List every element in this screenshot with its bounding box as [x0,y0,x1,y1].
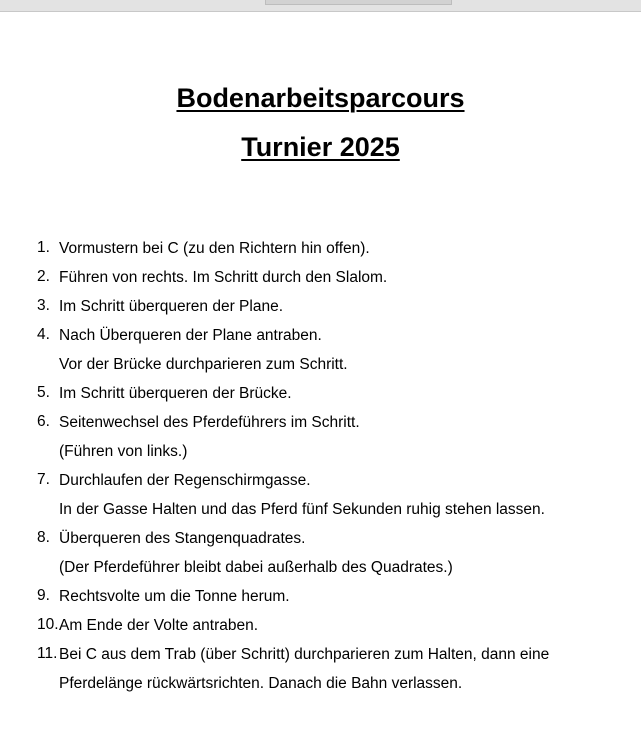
list-item [37,268,627,297]
list-item-line: (Führen von links.) [59,443,188,460]
list-item-line: Im Schritt überqueren der Plane. [59,298,284,315]
list-item-text [59,529,627,587]
document-page [0,12,641,733]
list-item-number: 6. [37,413,50,430]
list-item-text [59,384,627,413]
list-item-number: 1. [37,239,50,256]
list-item-text [59,587,627,616]
list-item [37,529,627,587]
list-item-text [59,326,627,384]
list-item [37,413,627,471]
list-item-line: Vor der Brücke durchparieren zum Schritt. [59,356,348,373]
list-item [37,384,627,413]
document-title: Bodenarbeitsparcours [176,83,465,113]
list-item-line: In der Gasse Halten und das Pferd fünf Sekunden ruhig stehen lassen. [59,501,545,518]
list-item [37,239,627,268]
list-item-number: 5. [37,384,50,401]
window-top-bar [0,0,641,12]
list-item-number: 10. [37,616,59,633]
list-item-line: Rechtsvolte um die Tonne herum. [59,588,290,605]
list-item-text [59,616,627,645]
list-item [37,297,627,326]
list-item-number: 2. [37,268,50,285]
list-item-line: Am Ende der Volte antraben. [59,617,259,634]
list-item [37,616,627,645]
list-item [37,587,627,616]
list-item-text [59,471,627,529]
list-item-line: Überqueren des Stangenquadrates. [59,530,306,547]
list-item-text [59,239,627,268]
list-item-line: Im Schritt überqueren der Brücke. [59,385,292,402]
list-item [37,645,627,703]
list-item [37,471,627,529]
list-item-line: Nach Überqueren der Plane antraben. [59,327,322,344]
list-item-line: Vormustern bei C (zu den Richtern hin offen). [59,240,370,257]
list-item-text [59,297,627,326]
list-item-line: Führen von rechts. Im Schritt durch den Slalom. [59,269,388,286]
list-item-line: (Der Pferdeführer bleibt dabei außerhalb des Quadrates.) [59,559,453,576]
list-item-line: Durchlaufen der Regenschirmgasse. [59,472,311,489]
list-item-number: 3. [37,297,50,314]
list-item-number: 9. [37,587,50,604]
numbered-list [37,239,627,703]
list-item-text [59,413,627,471]
toolbar-tab[interactable] [265,0,452,5]
list-item-number: 8. [37,529,50,546]
list-item-number: 7. [37,471,50,488]
list-item [37,326,627,384]
list-item-text [59,268,627,297]
list-item-number: 11. [37,645,58,662]
document-subtitle: Turnier 2025 [241,132,400,162]
list-item-line: Seitenwechsel des Pferdeführers im Schritt. [59,414,360,431]
list-item-line: Pferdelänge rückwärtsrichten. Danach die Bahn verlassen. [59,675,463,692]
list-item-line: Bei C aus dem Trab (über Schritt) durchparieren zum Halten, dann eine [59,646,550,663]
list-item-text [59,645,627,703]
list-item-number: 4. [37,326,50,343]
